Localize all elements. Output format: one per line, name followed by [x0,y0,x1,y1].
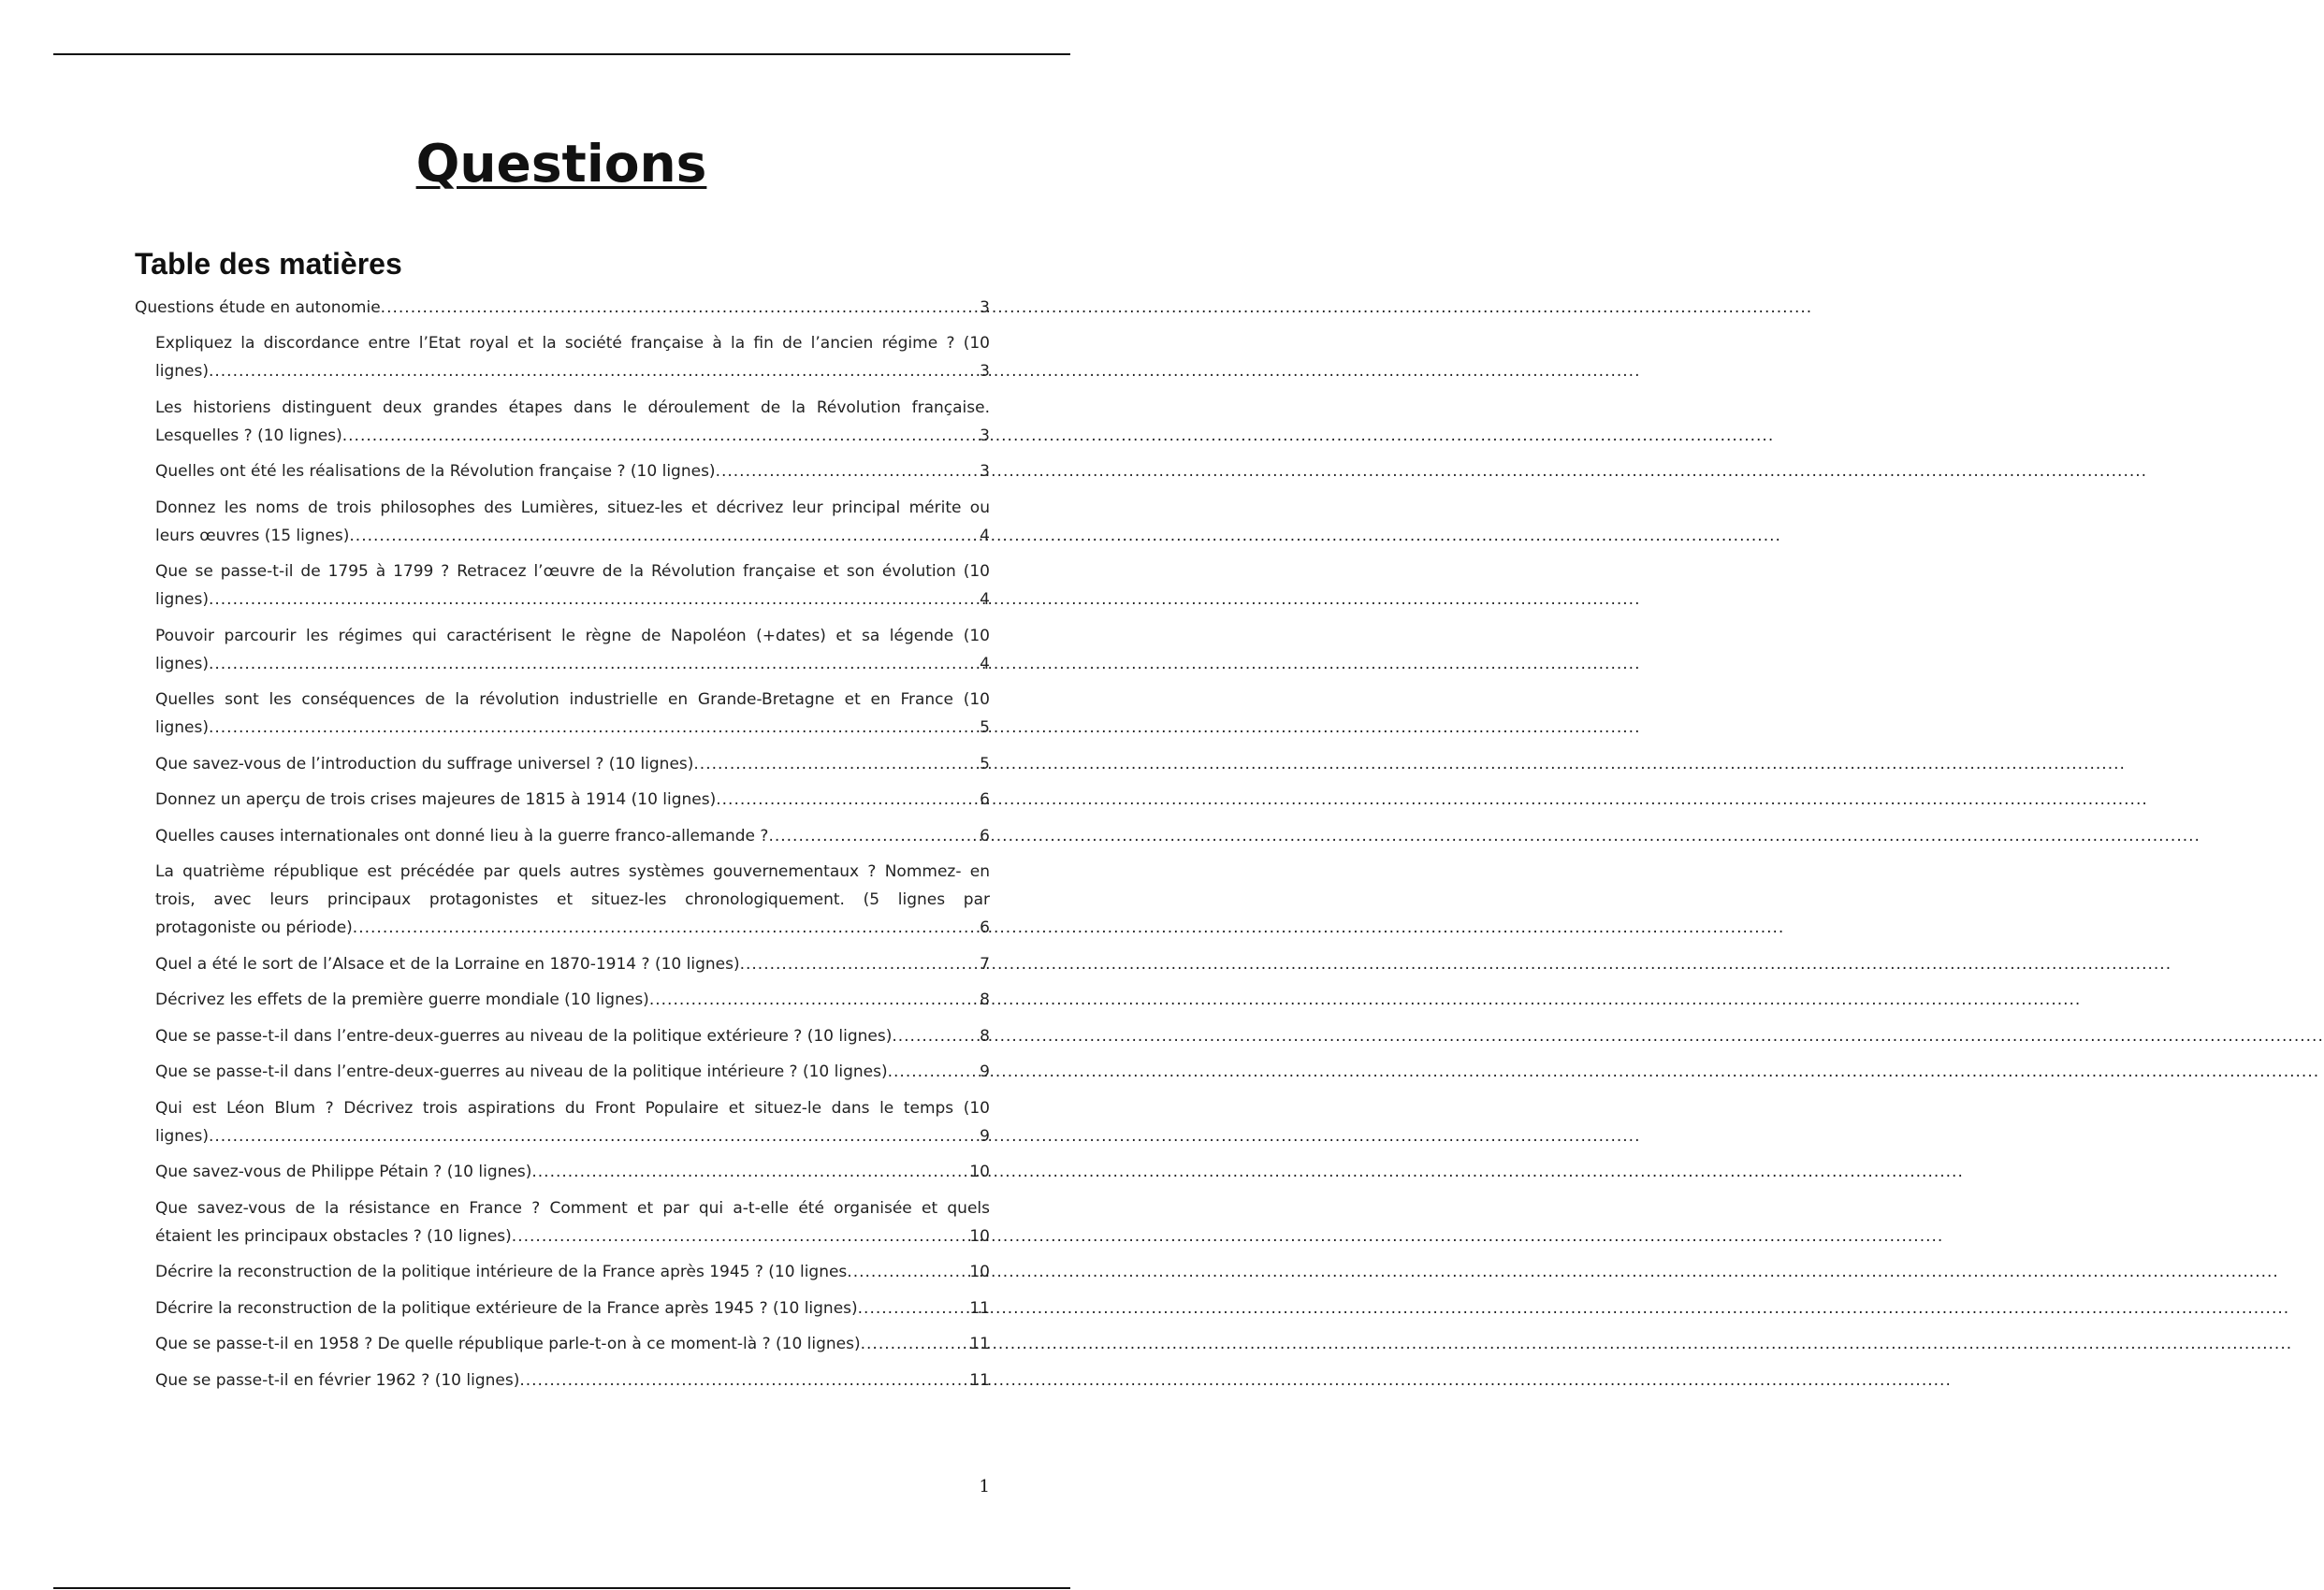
toc-entry[interactable] [155,329,990,385]
toc-entry[interactable] [155,1094,990,1150]
toc-entry-leader-line [155,750,990,778]
toc-entry[interactable] [155,1022,990,1050]
toc-entry-leader-line [155,522,990,550]
dotted-leader [381,294,980,322]
toc-entry[interactable] [155,1058,990,1086]
toc-entry-leader-line [155,1158,990,1186]
dotted-leader [888,1058,980,1086]
toc-entry[interactable] [155,557,990,614]
toc-entry[interactable] [155,858,990,942]
dotted-leader [716,457,980,485]
toc-entry-text: Lesquelles ? (10 lignes) [155,426,342,445]
dotted-leader [847,1258,968,1286]
toc-entry-leader-line [155,1058,990,1086]
toc-entry-leader-line [155,422,990,450]
toc-entry-text: Quelles ont été les réalisations de la Révolution française ? (10 lignes) [155,462,716,481]
toc-entry-text-line: Qui est Léon Blum ? Décrivez trois aspirations du Front Populaire et situez-le dans le temps (10 [155,1098,990,1118]
toc-entry-text: Que se passe-t-il en février 1962 ? (10 lignes) [155,1370,520,1390]
toc-page-number: 9 [980,1126,990,1146]
toc-entry-leader-line [155,986,990,1014]
document-title: Questions [415,134,707,194]
toc-entry[interactable] [155,1258,990,1286]
toc-page-number: 7 [980,954,990,974]
toc-entry-leader-line [155,1022,990,1050]
toc-entry-leader-line [155,1366,990,1395]
toc-page-number: 3 [980,362,990,381]
toc-entry-text-line: La quatrième république est précédée par quels autres systèmes gouvernementaux ? Nommez- en [155,862,990,881]
toc-page-number: 3 [980,462,990,481]
dotted-leader [649,986,979,1014]
toc-entry-text: Décrire la reconstruction de la politique intérieure de la France après 1945 ? (10 lignes [155,1263,848,1281]
table-of-contents [135,294,990,1402]
toc-page-number: 9 [980,1062,990,1081]
toc-entry-text-line: Que se passe-t-il de 1795 à 1799 ? Retracez l’œuvre de la Révolution française et son évolution (10 [155,562,990,581]
toc-entry-text: Décrivez les effets de la première guerre mondiale (10 lignes) [155,990,649,1009]
dotted-leader [892,1022,979,1050]
dotted-leader [349,522,979,550]
dotted-leader [209,1122,979,1150]
toc-entry-leader-line [155,1330,990,1358]
toc-entry-leader-line [135,294,990,322]
dotted-leader [716,786,979,814]
toc-heading: Table des matières [135,247,402,281]
toc-page-number: 6 [980,826,990,846]
toc-entry[interactable] [155,950,990,978]
toc-entry-text: Que se passe-t-il en 1958 ? De quelle république parle-t-on à ce moment-là ? (10 lignes) [155,1335,861,1353]
toc-entry-text-line: trois, avec leurs principaux protagonistes et situez-les chronologiquement. (5 lignes par [155,890,990,909]
toc-entry-text: Que se passe-t-il dans l’entre-deux-guerres au niveau de la politique intérieure ? (10 lignes) [155,1062,888,1081]
toc-entry-text-line: Que savez-vous de la résistance en France ? Comment et par qui a-t-elle été organisée et quels [155,1198,990,1218]
toc-entry[interactable] [155,1294,990,1323]
dotted-leader [768,822,979,850]
toc-entry[interactable] [155,786,990,814]
toc-page-number: 11 [969,1335,990,1353]
toc-entry[interactable] [155,686,990,742]
toc-entry-text: étaient les principaux obstacles ? (10 lignes) [155,1226,512,1246]
toc-page-number: 10 [969,1226,990,1246]
toc-page-number: 4 [980,590,990,609]
toc-entry[interactable] [155,1330,990,1358]
toc-entry[interactable] [155,1158,990,1186]
toc-entry-leader-line [155,1258,990,1286]
toc-entry-leader-line [155,1122,990,1150]
toc-entry[interactable] [155,986,990,1014]
toc-entry-leader-line [155,786,990,814]
toc-entry-text-line: Expliquez la discordance entre l’Etat royal et la société française à la fin de l’ancien régime ? (10 [155,334,990,353]
toc-entry-text-line: Donnez les noms de trois philosophes des Lumières, situez-les et décrivez leur principal mérite ou [155,498,990,517]
toc-entry-text: lignes) [155,654,209,673]
toc-entry-text: Quel a été le sort de l’Alsace et de la Lorraine en 1870-1914 ? (10 lignes) [155,954,740,974]
toc-entry[interactable] [155,1366,990,1395]
toc-entry-text: protagoniste ou période) [155,918,353,937]
toc-entry-leader-line [155,822,990,850]
dotted-leader [209,714,979,742]
toc-page-number: 11 [969,1370,990,1390]
toc-entry[interactable] [155,622,990,678]
toc-entry-text: lignes) [155,718,209,737]
toc-entry-leader-line [155,950,990,978]
toc-page-number: 4 [980,526,990,545]
footer-rule [53,1587,1070,1589]
toc-entry-text: Que savez-vous de Philippe Pétain ? (10 lignes) [155,1163,532,1181]
toc-page-number: 6 [980,790,990,809]
dotted-leader [531,1158,968,1186]
toc-entry[interactable] [155,1194,990,1250]
dotted-leader [858,1294,969,1323]
toc-page-number: 3 [980,426,990,445]
toc-entry-text: Que savez-vous de l’introduction du suffrage universel ? (10 lignes) [155,754,694,773]
dotted-leader [209,650,979,678]
toc-entry-leader-line [155,714,990,742]
toc-entry[interactable] [155,494,990,550]
toc-page-number: 8 [980,1026,990,1046]
toc-entry-leader-line [155,914,990,942]
toc-page-number: 6 [980,918,990,937]
toc-page-number: 10 [969,1163,990,1181]
toc-entry-text: lignes) [155,1126,209,1146]
toc-entry-leader-line [155,650,990,678]
toc-entry[interactable] [155,750,990,778]
toc-entry-text: lignes) [155,362,209,381]
toc-entry-text-line: Quelles sont les conséquences de la révolution industrielle en Grande-Bretagne et en France (10 [155,690,990,709]
toc-entry-text: Quelles causes internationales ont donné lieu à la guerre franco-allemande ? [155,826,769,846]
toc-entry-leader-line [155,457,990,485]
dotted-leader [693,750,979,778]
header-rule [53,53,1070,55]
toc-page-number: 8 [980,990,990,1009]
page-number: 1 [979,1477,990,1496]
toc-page-number: 5 [980,754,990,773]
toc-entry-text: leurs œuvres (15 lignes) [155,526,350,545]
toc-entry-leader-line [155,1222,990,1250]
dotted-leader [519,1366,968,1395]
toc-entry[interactable] [135,294,990,322]
toc-page-number: 5 [980,718,990,737]
dotted-leader [209,585,979,614]
toc-entry-text: Donnez un aperçu de trois crises majeures de 1815 à 1914 (10 lignes) [155,790,717,809]
toc-entry[interactable] [155,394,990,450]
toc-page-number: 3 [980,298,990,317]
toc-entry-text: lignes) [155,590,209,609]
toc-entry-leader-line [155,357,990,385]
dotted-leader [512,1222,969,1250]
dotted-leader [209,357,979,385]
toc-entry-text-line: Les historiens distinguent deux grandes étapes dans le déroulement de la Révolution française. [155,398,990,417]
toc-page-number: 10 [969,1263,990,1281]
dotted-leader [353,914,979,942]
dotted-leader [740,950,980,978]
dotted-leader [861,1330,969,1358]
toc-entry[interactable] [155,822,990,850]
toc-entry-leader-line [155,1294,990,1323]
toc-page-number: 4 [980,654,990,673]
toc-entry-text-line: Pouvoir parcourir les régimes qui caractérisent le règne de Napoléon (+dates) et sa légende (10 [155,626,990,645]
toc-entry-leader-line [155,585,990,614]
toc-entry-text: Que se passe-t-il dans l’entre-deux-guerres au niveau de la politique extérieure ? (10 lignes) [155,1026,893,1046]
toc-entry[interactable] [155,457,990,485]
toc-page-number: 11 [969,1298,990,1318]
toc-entry-text: Questions étude en autonomie [135,298,381,317]
dotted-leader [342,422,979,450]
toc-entry-text: Décrire la reconstruction de la politique extérieure de la France après 1945 ? (10 lignes) [155,1298,858,1318]
